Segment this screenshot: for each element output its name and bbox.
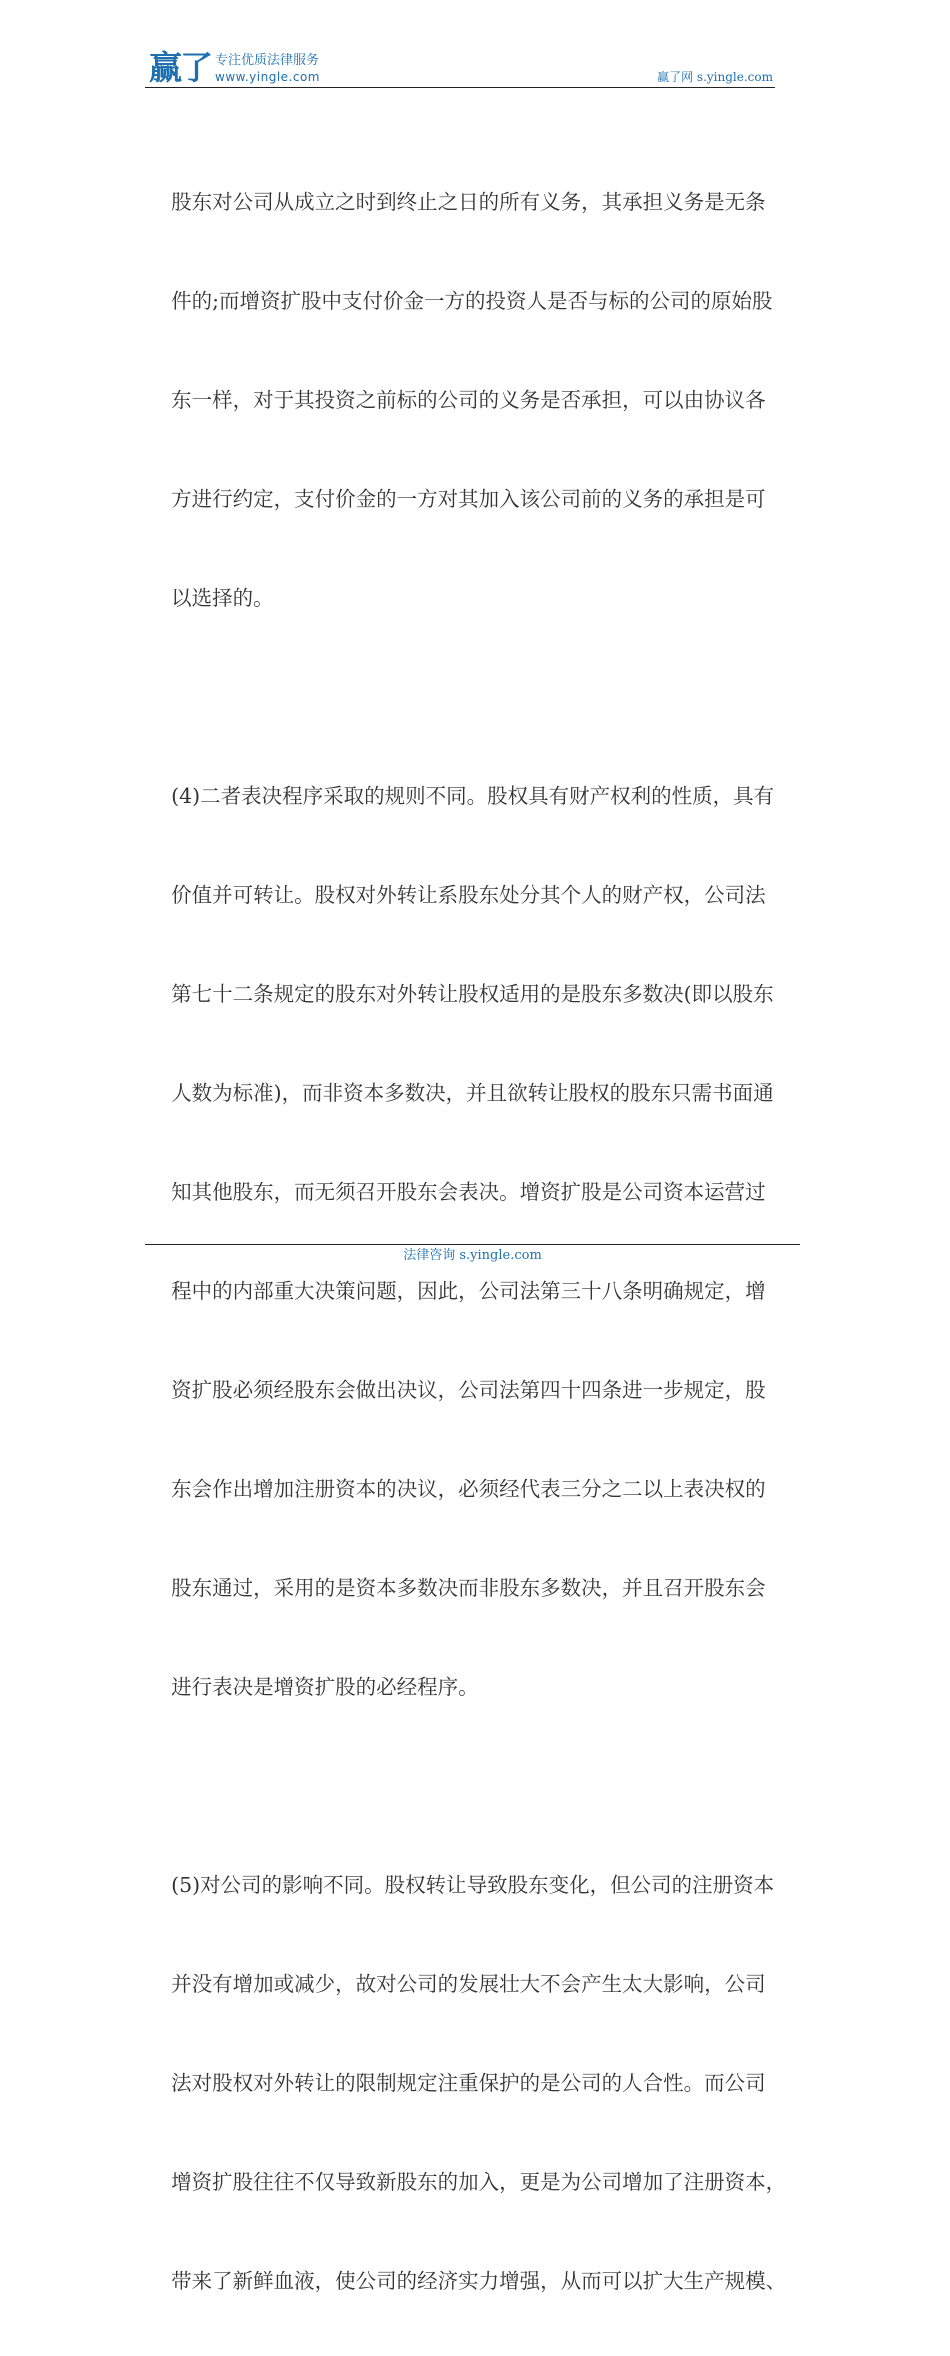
text-line: 第七十二条规定的股东对外转让股权适用的是股东多数决(即以股东	[171, 981, 774, 1006]
text-line: 价值并可转让。股权对外转让系股东处分其个人的财产权，公司法	[171, 882, 766, 907]
text-line: 法对股权对外转让的限制规定注重保护的是公司的人合性。而公司	[171, 2070, 766, 2095]
paragraph-1	[145, 128, 810, 673]
text-line: 方进行约定，支付价金的一方对其加入该公司前的义务的承担是可	[171, 486, 766, 511]
paragraph-gap	[145, 673, 810, 723]
text-line: 件的;而增资扩股中支付价金一方的投资人是否与标的公司的原始股	[171, 288, 773, 313]
paragraph-2	[145, 722, 810, 1762]
text-line: 股东通过，采用的是资本多数决而非股东多数决，并且召开股东会	[171, 1575, 766, 1600]
text-line: 资扩股必须经股东会做出决议，公司法第四十四条进一步规定，股	[171, 1377, 766, 1402]
paragraph-gap	[145, 1762, 810, 1812]
text-line: 以选择的。	[171, 585, 274, 610]
logo-url: www.yingle.com	[215, 70, 320, 84]
paragraph-3	[145, 1811, 810, 2356]
text-line: 股东对公司从成立之时到终止之日的所有义务，其承担义务是无条	[171, 189, 766, 214]
header-divider	[145, 87, 775, 88]
text-line: (5)对公司的影响不同。股权转让导致股东变化，但公司的注册资本	[171, 1872, 775, 1897]
text-line: 带来了新鲜血液，使公司的经济实力增强，从而可以扩大生产规模、	[171, 2268, 787, 2293]
footer-divider	[145, 1244, 800, 1245]
text-line: 知其他股东，而无须召开股东会表决。增资扩股是公司资本运营过	[171, 1179, 766, 1204]
text-line: 增资扩股往往不仅导致新股东的加入，更是为公司增加了注册资本，	[171, 2169, 787, 2194]
text-line: 人数为标准)，而非资本多数决，并且欲转让股权的股东只需书面通	[171, 1080, 774, 1105]
text-line: 程中的内部重大决策问题，因此，公司法第三十八条明确规定，增	[171, 1278, 766, 1303]
logo: 赢了	[149, 48, 211, 87]
text-line: 东一样，对于其投资之前标的公司的义务是否承担，可以由协议各	[171, 387, 766, 412]
text-line: 进行表决是增资扩股的必经程序。	[171, 1674, 479, 1699]
logo-slogan: 专注优质法律服务	[215, 53, 320, 68]
page-header	[145, 48, 775, 88]
page-footer[interactable]: 法律咨询 s.yingle.com	[403, 1248, 542, 1263]
document-body	[145, 128, 810, 2356]
text-line: 东会作出增加注册资本的决议，必须经代表三分之二以上表决权的	[171, 1476, 766, 1501]
text-line: 并没有增加或减少，故对公司的发展壮大不会产生太大影响，公司	[171, 1971, 766, 1996]
text-line: (4)二者表决程序采取的规则不同。股权具有财产权利的性质，具有	[171, 783, 775, 808]
site-link[interactable]: 赢了网 s.yingle.com	[657, 70, 773, 84]
